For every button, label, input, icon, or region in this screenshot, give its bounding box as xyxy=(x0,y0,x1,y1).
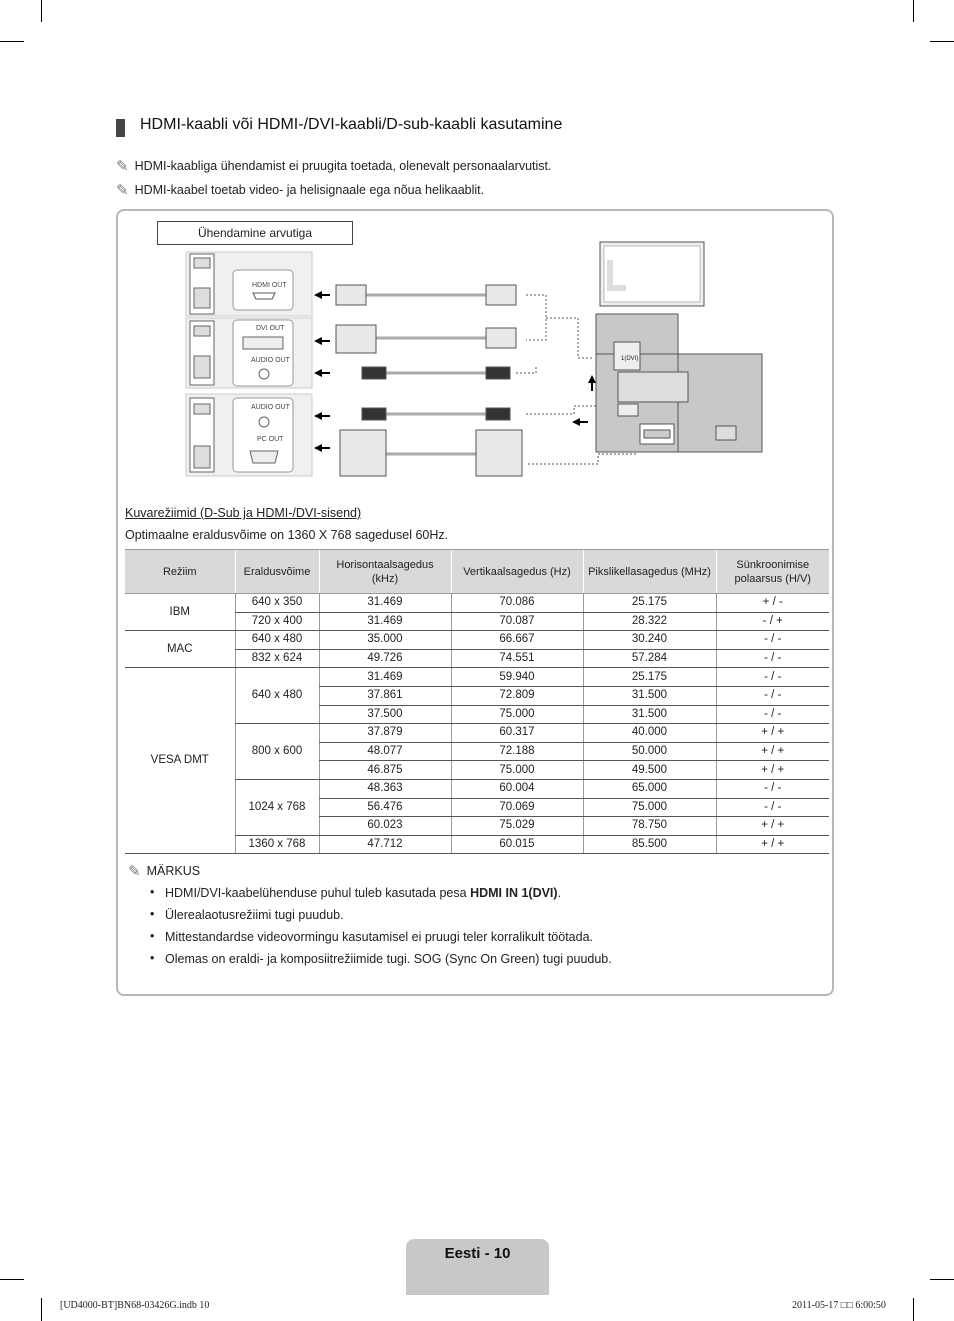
audio-out-label-2: AUDIO OUT xyxy=(251,404,290,411)
page-title: HDMI-kaabli või HDMI-/DVI-kaabli/D-sub-kaabli kasutamine xyxy=(140,116,563,133)
mode-cell: VESA DMT xyxy=(125,668,235,854)
table-row xyxy=(125,594,829,613)
value-cell: 37.500 xyxy=(319,705,451,724)
value-cell: 70.086 xyxy=(451,594,583,613)
tv-dvi-port-label: 1(DVI) xyxy=(621,356,639,362)
value-cell: - / - xyxy=(716,798,829,817)
header-horizontal-frequency: Horisontaalsagedus (kHz) xyxy=(319,550,451,594)
value-cell: 30.240 xyxy=(583,631,716,650)
remark-item: • Mittestandardse videovormingu kasutamisel ei pruugi teler korralikult töötada. xyxy=(150,930,612,952)
crop-mark xyxy=(41,0,42,22)
value-cell: 78.750 xyxy=(583,817,716,836)
header-pixel-clock: Pikslikellasagedus (MHz) xyxy=(583,550,716,594)
value-cell: 70.087 xyxy=(451,612,583,631)
dvi-out-label: DVI OUT xyxy=(256,325,285,332)
crop-mark xyxy=(913,1298,914,1321)
header-vertical-frequency: Vertikaalsagedus (Hz) xyxy=(451,550,583,594)
remark-item: • Olemas on eraldi- ja komposiitrežiimide tugi. SOG (Sync On Green) tugi puudub. xyxy=(150,952,612,974)
value-cell: + / - xyxy=(716,594,829,613)
value-cell: 48.363 xyxy=(319,779,451,798)
value-cell: 65.000 xyxy=(583,779,716,798)
crop-mark xyxy=(930,41,954,42)
value-cell: 31.500 xyxy=(583,686,716,705)
pencil-icon: ✎ xyxy=(128,863,141,880)
resolution-cell: 800 x 600 xyxy=(235,724,319,780)
pc-unit-3 xyxy=(186,394,312,476)
value-cell: 74.551 xyxy=(451,649,583,668)
value-cell: 50.000 xyxy=(583,742,716,761)
pc-out-label: PC OUT xyxy=(257,436,284,443)
mode-cell: MAC xyxy=(125,631,235,668)
resolution-cell: 832 x 624 xyxy=(235,649,319,668)
title-marker xyxy=(116,119,125,137)
value-cell: 66.667 xyxy=(451,631,583,650)
value-cell: + / + xyxy=(716,742,829,761)
hdmi-out-label: HDMI OUT xyxy=(252,282,287,289)
value-cell: - / - xyxy=(716,779,829,798)
value-cell: 60.015 xyxy=(451,835,583,854)
value-cell: 31.469 xyxy=(319,668,451,687)
value-cell: 57.284 xyxy=(583,649,716,668)
table-row xyxy=(125,668,829,687)
value-cell: 72.188 xyxy=(451,742,583,761)
remark-item: • HDMI/DVI-kaabelühenduse puhul tuleb kasutada pesa HDMI IN 1(DVI). xyxy=(150,886,612,908)
audio-out-label-1: AUDIO OUT xyxy=(251,357,290,364)
value-cell: 59.940 xyxy=(451,668,583,687)
resolution-cell: 1360 x 768 xyxy=(235,835,319,854)
value-cell: 40.000 xyxy=(583,724,716,743)
crop-mark xyxy=(930,1279,954,1280)
value-cell: 49.726 xyxy=(319,649,451,668)
note-1-text: HDMI-kaabliga ühendamist ei pruugita toetada, olenevalt personaalarvutist. xyxy=(134,159,552,173)
value-cell: - / + xyxy=(716,612,829,631)
crop-mark xyxy=(41,1298,42,1321)
value-cell: 75.000 xyxy=(451,705,583,724)
resolution-cell: 1024 x 768 xyxy=(235,779,319,835)
value-cell: + / + xyxy=(716,835,829,854)
value-cell: 72.809 xyxy=(451,686,583,705)
remarks-heading-text: MÄRKUS xyxy=(146,864,201,878)
value-cell: 47.712 xyxy=(319,835,451,854)
value-cell: 60.317 xyxy=(451,724,583,743)
value-cell: 35.000 xyxy=(319,631,451,650)
value-cell: 70.069 xyxy=(451,798,583,817)
pc-unit-1 xyxy=(186,252,312,316)
value-cell: 85.500 xyxy=(583,835,716,854)
remarks-heading xyxy=(128,862,200,880)
tv-back xyxy=(596,314,762,452)
footer-date: 2011-05-17 □□ 6:00:50 xyxy=(792,1300,886,1311)
value-cell: - / - xyxy=(716,705,829,724)
value-cell: 28.322 xyxy=(583,612,716,631)
diagram-label: Ühendamine arvutiga xyxy=(157,221,353,245)
value-cell: - / - xyxy=(716,668,829,687)
value-cell: 56.476 xyxy=(319,798,451,817)
pencil-icon: ✎ xyxy=(116,182,129,199)
crop-mark xyxy=(0,41,24,42)
crop-mark xyxy=(0,1279,24,1280)
value-cell: 37.879 xyxy=(319,724,451,743)
resolution-cell: 640 x 350 xyxy=(235,594,319,613)
value-cell: 48.077 xyxy=(319,742,451,761)
note-2-text: HDMI-kaabel toetab video- ja helisignaale ega nõua helikaablit. xyxy=(134,183,485,197)
value-cell: 25.175 xyxy=(583,668,716,687)
section-title: Kuvarežiimid (D-Sub ja HDMI-/DVI-sisend) xyxy=(125,506,362,520)
value-cell: + / + xyxy=(716,817,829,836)
pencil-icon: ✎ xyxy=(116,158,129,175)
value-cell: - / - xyxy=(716,631,829,650)
value-cell: 75.000 xyxy=(583,798,716,817)
page-number: Eesti - 10 xyxy=(406,1239,549,1295)
value-cell: 75.029 xyxy=(451,817,583,836)
value-cell: 31.500 xyxy=(583,705,716,724)
value-cell: + / + xyxy=(716,761,829,780)
connectors xyxy=(336,285,522,476)
header-mode: Režiim xyxy=(125,550,235,594)
value-cell: 31.469 xyxy=(319,594,451,613)
display-modes-table xyxy=(125,549,829,854)
header-resolution: Eraldusvõime xyxy=(235,550,319,594)
header-sync-polarity: Sünkroonimise polaarsus (H/V) xyxy=(716,550,829,594)
value-cell: 60.004 xyxy=(451,779,583,798)
tv-front xyxy=(600,242,704,306)
remarks-list xyxy=(150,886,612,974)
pc-unit-2 xyxy=(186,318,312,388)
note-2 xyxy=(116,181,484,199)
value-cell: 60.023 xyxy=(319,817,451,836)
resolution-cell: 640 x 480 xyxy=(235,631,319,650)
value-cell: 37.861 xyxy=(319,686,451,705)
crop-mark xyxy=(913,0,914,22)
table-row xyxy=(125,631,829,650)
remark-item: • Ülerealaotusrežiimi tugi puudub. xyxy=(150,908,612,930)
value-cell: 25.175 xyxy=(583,594,716,613)
value-cell: 31.469 xyxy=(319,612,451,631)
value-cell: - / - xyxy=(716,686,829,705)
value-cell: - / - xyxy=(716,649,829,668)
value-cell: 75.000 xyxy=(451,761,583,780)
connection-diagram xyxy=(180,238,765,483)
note-1 xyxy=(116,157,552,175)
resolution-cell: 640 x 480 xyxy=(235,668,319,724)
value-cell: 46.875 xyxy=(319,761,451,780)
section-subtitle: Optimaalne eraldusvõime on 1360 X 768 sagedusel 60Hz. xyxy=(125,528,449,542)
value-cell: 49.500 xyxy=(583,761,716,780)
footer-file: [UD4000-BT]BN68-03426G.indb 10 xyxy=(60,1300,210,1311)
value-cell: + / + xyxy=(716,724,829,743)
table-header-row xyxy=(125,550,829,594)
mode-cell: IBM xyxy=(125,594,235,631)
resolution-cell: 720 x 400 xyxy=(235,612,319,631)
